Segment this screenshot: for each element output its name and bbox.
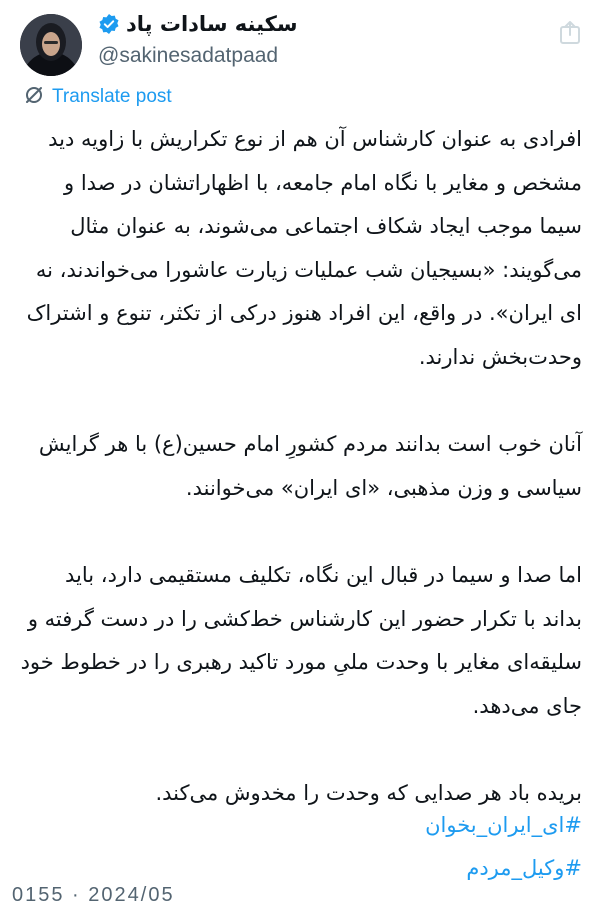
translate-post-button[interactable] [24, 85, 172, 109]
hashtag-link[interactable]: #وکیل_مردم [466, 856, 582, 880]
tweet-header [0, 0, 600, 90]
author-avatar[interactable] [20, 14, 82, 76]
tweet-paragraph: اما صدا و سیما در قبال این نگاه، تکلیف مستقیمی دارد، باید بداند با تکرار حضور این کارشناس خط‌کشی را در دست گرفته و سلیقه‌ای مغایر با وحدت ملیِ مورد تاکید رهبری را در خطوط خود جای می‌دهد. [20, 563, 582, 718]
tweet-paragraph: بریده باد هر صدایی که وحدت را مخدوش می‌کند. [155, 781, 582, 805]
share-icon [558, 19, 582, 49]
tweet-body [20, 118, 582, 816]
translate-post-label: Translate post [52, 86, 172, 107]
author-name-row [98, 12, 298, 36]
author-display-name[interactable]: سکینه سادات پاد [126, 12, 298, 36]
post-timestamp[interactable]: 0155 · 2024/05 [12, 884, 175, 906]
hashtag-list [20, 804, 582, 890]
tweet-paragraph: آنان خوب است بدانند مردم کشورِ امام حسین(ع) با هر گرایش سیاسی و وزن مذهبی، «ای ایران» می‌خوانند. [38, 432, 582, 500]
hashtag-link[interactable]: #ای_ایران_بخوان [425, 813, 582, 837]
tweet-paragraph: افرادی به عنوان کارشناس آن هم از نوع تکراریش با زاویه دید مشخص و مغایر با نگاه امام جامعه، با اظهاراتشان در صدا و سیما موجب ایجاد شکاف اجتماعی می‌شوند، به عنوان مثال می‌گویند: «بسیجیان شب عملیات زیارت عاشورا می‌خواندند، نه ای ایران». در واقع، این افراد هنوز درکی از تکثر، تنوع و اشتراک وحدت‌بخش ندارند. [26, 127, 582, 369]
author-handle[interactable]: @sakinesadatpaad [98, 44, 279, 67]
globe-translate-icon [24, 85, 44, 109]
share-button[interactable] [552, 16, 588, 52]
verified-badge-icon [98, 13, 120, 35]
